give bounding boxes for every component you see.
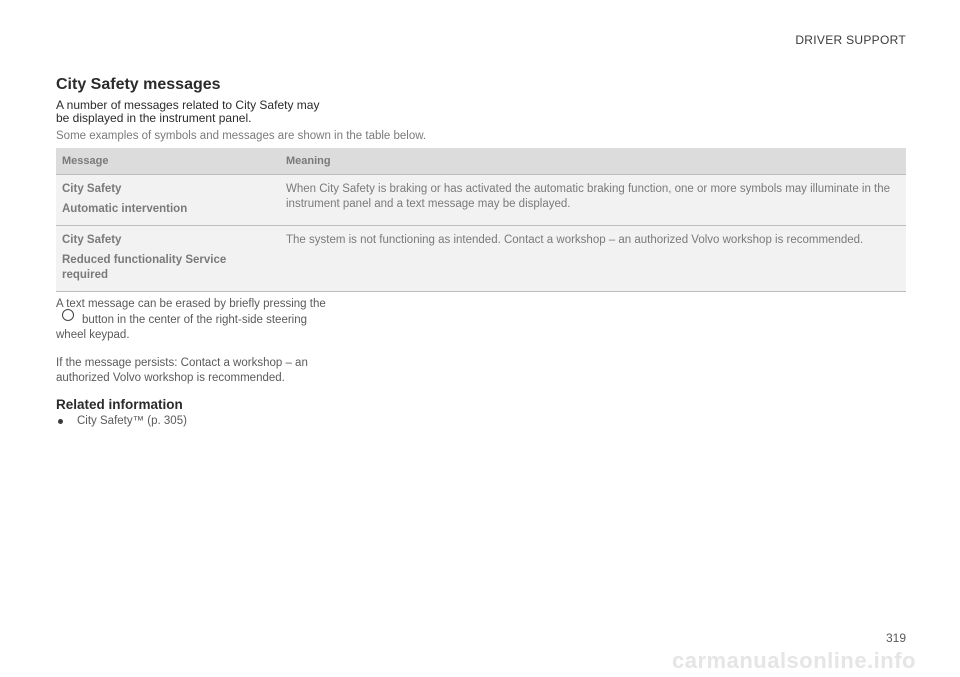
circle-button-icon xyxy=(62,309,74,321)
meaning-cell: The system is not functioning as intended. Contact a workshop – an authorized Volvo workshop is recommended. xyxy=(280,226,906,292)
message-line: City Safety xyxy=(62,234,122,246)
table-row xyxy=(56,226,906,292)
intro-paragraph: A number of messages related to City Safety may be displayed in the instrument panel. xyxy=(56,98,320,125)
bullet-icon xyxy=(58,419,63,424)
page-title: City Safety messages xyxy=(56,76,221,93)
message-cell xyxy=(56,175,280,226)
column-header-meaning: Meaning xyxy=(280,148,906,175)
page-number: 319 xyxy=(885,631,906,645)
message-line: Automatic intervention xyxy=(62,203,188,215)
watermark: carmanualsonline.info xyxy=(672,648,916,673)
related-information-list xyxy=(56,415,187,427)
persist-paragraph: If the message persists: Contact a workshop – an authorized Volvo workshop is recommended. xyxy=(56,357,308,384)
section-header: DRIVER SUPPORT xyxy=(795,33,906,47)
related-link-city-safety[interactable] xyxy=(56,415,187,427)
message-line: City Safety xyxy=(62,183,122,195)
erase-instructions xyxy=(56,297,331,343)
column-header-message: Message xyxy=(56,148,280,175)
related-link-label: City Safety™ (p. 305) xyxy=(77,415,187,427)
related-information-heading: Related information xyxy=(56,397,183,412)
meaning-cell: When City Safety is braking or has activated the automatic braking function, one or more symbols may illuminate in the instrument panel and a text message may be displayed. xyxy=(280,175,906,226)
table-intro: Some examples of symbols and messages are shown in the table below. xyxy=(56,130,427,142)
messages-table xyxy=(56,148,906,292)
table-row xyxy=(56,175,906,226)
message-line: Reduced functionality Service required xyxy=(62,254,227,281)
erase-text-before: A text message can be erased by briefly pressing the xyxy=(56,298,326,310)
message-cell xyxy=(56,226,280,292)
erase-text-after: button in the center of the right-side steering wheel keypad. xyxy=(56,314,308,341)
